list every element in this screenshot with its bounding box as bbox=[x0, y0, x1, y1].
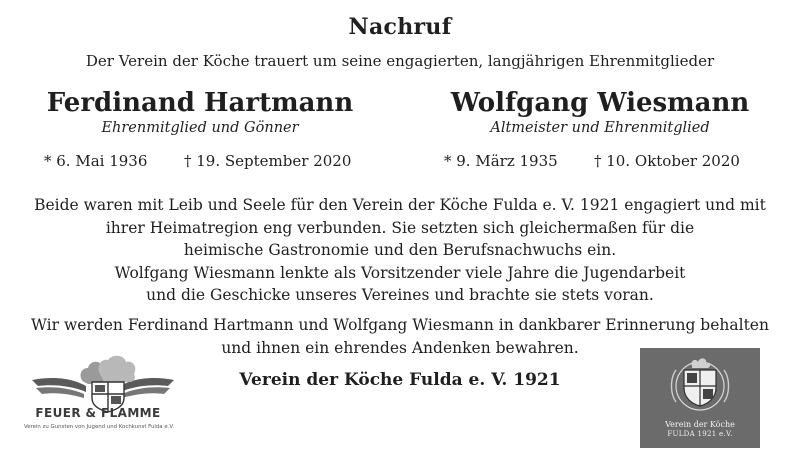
person-name-1: Ferdinand Hartmann bbox=[46, 88, 354, 118]
paragraph-line: Wir werden Ferdinand Hartmann und Wolfgang Wiesmann in dankbarer Erinnerung behalten bbox=[31, 316, 769, 334]
paragraph-line: heimische Gastronomie und den Berufsnachwuchs ein. bbox=[183, 241, 617, 260]
paragraph-line: ihrer Heimatregion eng verbunden. Sie setzten sich gleichermaßen für die bbox=[105, 218, 695, 237]
person-name-2: Wolfgang Wiesmann bbox=[450, 88, 750, 118]
paragraph-line: und ihnen ein ehrendes Andenken bewahren. bbox=[221, 338, 579, 357]
person-role-1: Ehrenmitglied und Gönner bbox=[101, 120, 299, 136]
paragraph-line: Beide waren mit Leib und Seele für den Verein der Köche Fulda e. V. 1921 engagiert und mit bbox=[34, 196, 766, 214]
person-died-2: † 10. Oktober 2020 bbox=[594, 152, 740, 170]
person-died-1: † 19. September 2020 bbox=[184, 152, 352, 170]
intro-text: Der Verein der Köche trauert um seine engagierten, langjährigen Ehrenmitglieder bbox=[85, 52, 715, 70]
logo-right-subtitle: FULDA 1921 e.V. bbox=[667, 430, 733, 438]
signature: Verein der Köche Fulda e. V. 1921 bbox=[239, 370, 561, 390]
verein-der-koeche-logo bbox=[640, 348, 760, 448]
paragraph-line: Wolfgang Wiesmann lenkte als Vorsitzender viele Jahre die Jugendarbeit bbox=[114, 263, 686, 282]
notice-title: Nachruf bbox=[348, 14, 452, 40]
paragraph-tribute bbox=[0, 194, 800, 307]
feuer-flamme-name: FEUER & FLAMME bbox=[35, 406, 161, 420]
person-born-2: * 9. März 1935 bbox=[444, 152, 558, 170]
paragraph-line: und die Geschicke unseres Vereines und brachte sie stets voran. bbox=[146, 286, 654, 305]
person-born-1: * 6. Mai 1936 bbox=[44, 152, 148, 170]
person-role-2: Altmeister und Ehrenmitglied bbox=[490, 120, 710, 136]
crest-icon bbox=[640, 352, 760, 424]
logo-right-name: Verein der Köche bbox=[665, 420, 735, 429]
feuer-flamme-subtitle: Verein zu Gunsten von Jugend und Kochkunst Fulda e.V. bbox=[23, 424, 175, 430]
